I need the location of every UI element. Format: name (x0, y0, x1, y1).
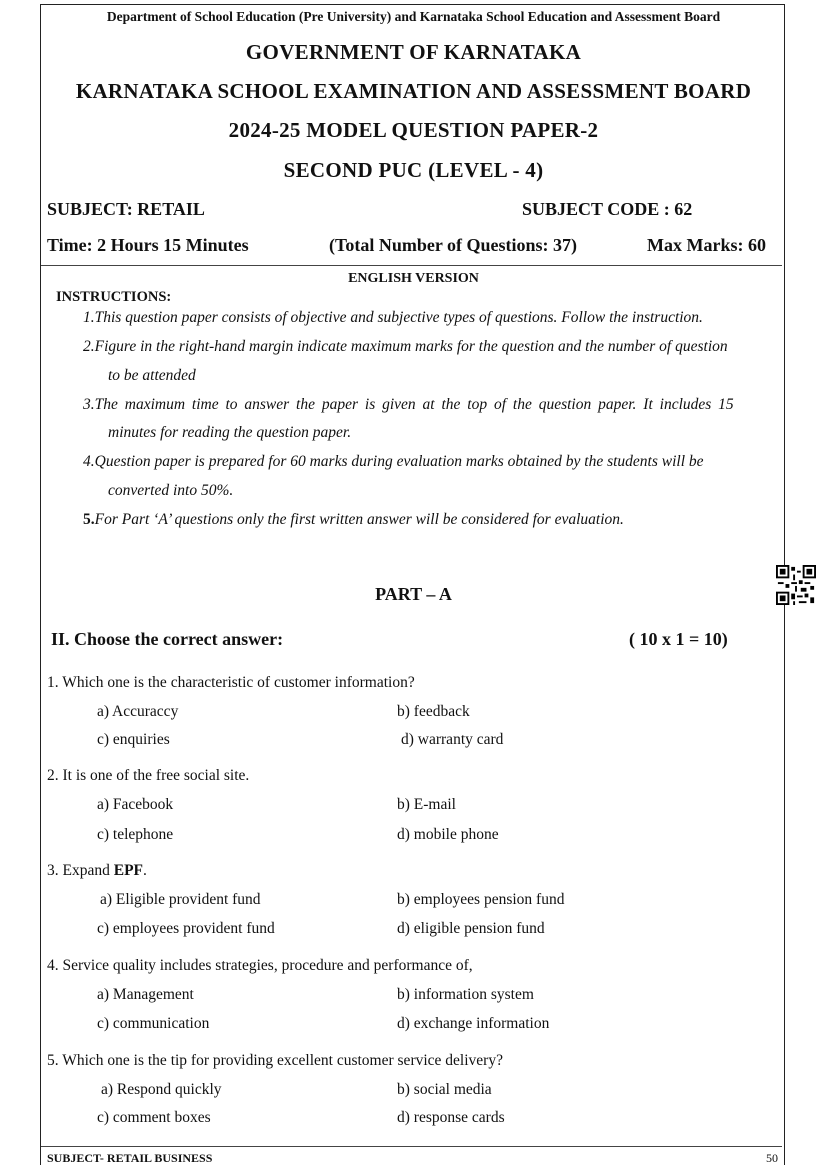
instruction-text: Figure in the right-hand margin indicate maximum marks for the question and the number of question (94, 338, 728, 355)
instruction-number: 3. (83, 396, 95, 413)
option-d: d) response cards (397, 1109, 505, 1126)
footer-subject: SUBJECT- RETAIL BUSINESS (47, 1151, 213, 1165)
instruction-continuation: to be attended (108, 367, 196, 384)
paper-title: 2024-25 MODEL QUESTION PAPER-2 (228, 118, 599, 142)
option-b: b) employees pension fund (397, 891, 565, 908)
instruction-number: 2. (83, 338, 95, 355)
instruction-continuation: converted into 50%. (108, 482, 234, 499)
option-a: a) Respond quickly (101, 1081, 222, 1098)
department-line: Department of School Education (Pre University) and Karnataka School Education and Assessment Board (106, 9, 721, 24)
option-d: d) warranty card (401, 731, 504, 748)
option-a: a) Eligible provident fund (100, 891, 261, 908)
instruction-text: For Part ‘A’ questions only the first written answer will be considered for evaluation. (94, 511, 624, 528)
instructions-heading: INSTRUCTIONS: (56, 289, 172, 305)
level-title: SECOND PUC (LEVEL - 4) (283, 158, 544, 182)
instruction-item (83, 511, 624, 529)
max-marks: Max Marks: 60 (647, 235, 766, 255)
question-suffix: . (143, 862, 147, 879)
instruction-number: 1. (83, 309, 95, 326)
option-c: c) employees provident fund (97, 920, 275, 937)
option-b: b) feedback (397, 703, 470, 720)
option-b: b) information system (397, 986, 534, 1003)
header-divider (41, 265, 782, 266)
option-c: c) comment boxes (97, 1109, 211, 1126)
instruction-number: 5. (83, 511, 95, 528)
instruction-continuation: minutes for reading the question paper. (108, 424, 352, 441)
option-a: a) Management (97, 986, 194, 1003)
option-d: d) eligible pension fund (397, 920, 545, 937)
board-title: KARNATAKA SCHOOL EXAMINATION AND ASSESSMENT BOARD (75, 79, 752, 103)
option-b: b) E-mail (397, 796, 456, 813)
option-c: c) telephone (97, 826, 174, 843)
instruction-item (83, 309, 703, 327)
time-label: Time: 2 Hours 15 Minutes (47, 235, 249, 255)
footer-divider (41, 1146, 782, 1147)
government-title: GOVERNMENT OF KARNATAKA (245, 40, 582, 64)
version-label: ENGLISH VERSION (348, 271, 479, 286)
question-emphasis: EPF (113, 862, 144, 879)
total-questions: (Total Number of Questions: 37) (329, 235, 578, 255)
page-number: 50 (766, 1151, 778, 1165)
option-a: a) Accuraccy (97, 703, 179, 720)
option-c: c) communication (97, 1015, 210, 1032)
subject-label: SUBJECT: RETAIL (47, 199, 205, 219)
section-title: II. Choose the correct answer: (51, 629, 284, 649)
option-d: d) mobile phone (397, 826, 499, 843)
instruction-text: This question paper consists of objective and subjective types of questions. Follow the instruction. (94, 309, 703, 326)
section-marks: ( 10 x 1 = 10) (629, 629, 728, 649)
question-text: 4. Service quality includes strategies, procedure and performance of, (47, 957, 473, 974)
part-title: PART – A (375, 584, 452, 604)
instruction-text: Question paper is prepared for 60 marks during evaluation marks obtained by the students will be (94, 453, 704, 470)
question-text: 5. Which one is the tip for providing excellent customer service delivery? (47, 1052, 503, 1069)
option-b: b) social media (397, 1081, 492, 1098)
question-text: 2. It is one of the free social site. (47, 767, 250, 784)
instruction-item (83, 396, 734, 414)
instruction-item (83, 453, 704, 471)
option-c: c) enquiries (97, 731, 170, 748)
instruction-number: 4. (83, 453, 95, 470)
option-a: a) Facebook (97, 796, 174, 813)
instruction-text: The maximum time to answer the paper is given at the top of the question paper. It includes 15 (94, 396, 734, 413)
instruction-item (83, 338, 728, 356)
question-text (47, 862, 147, 880)
subject-code: SUBJECT CODE : 62 (522, 199, 693, 219)
question-prefix: 3. Expand (47, 862, 114, 879)
question-text: 1. Which one is the characteristic of customer information? (47, 674, 415, 691)
option-d: d) exchange information (397, 1015, 550, 1032)
